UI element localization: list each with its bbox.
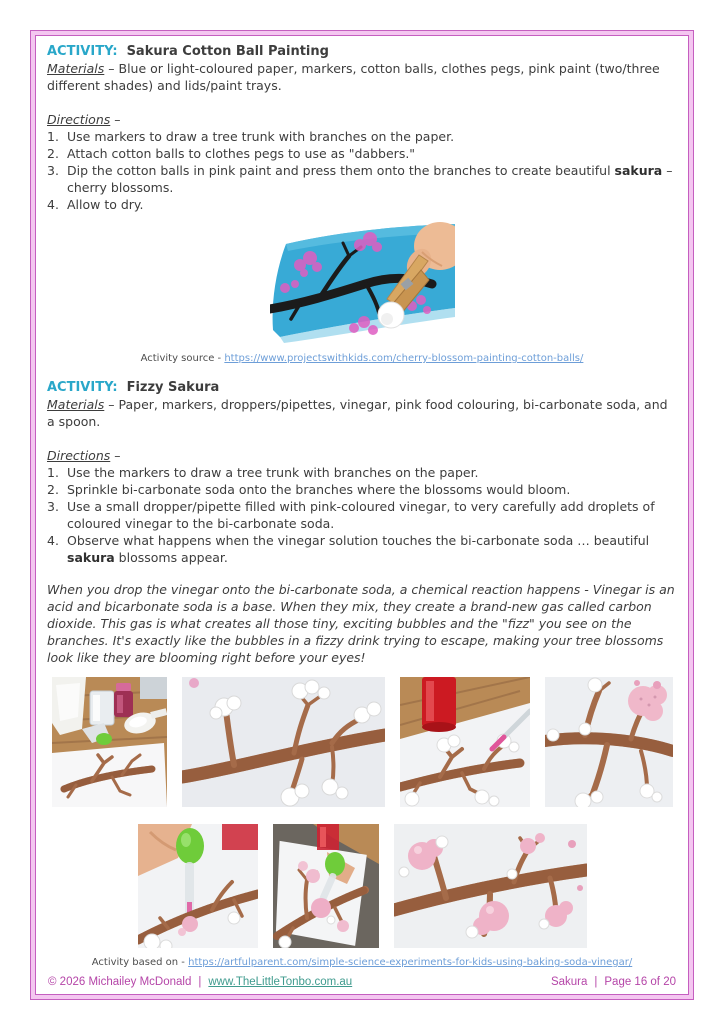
- footer-page-number: Page 16 of 20: [604, 976, 676, 988]
- photo-red-vinegar-glass: [400, 677, 530, 807]
- page-border: [30, 30, 694, 1000]
- step-text: [67, 532, 677, 566]
- cotton-ball-painting-photo: [270, 222, 455, 347]
- materials-label: Materials: [47, 61, 105, 76]
- footer-left: [48, 975, 352, 990]
- step-text-bold: sakura: [67, 550, 115, 565]
- step-text: [67, 162, 677, 196]
- activity1-materials: [47, 60, 677, 94]
- science-explanation: When you drop the vinegar onto the bi-carbonate soda, a chemical reaction happens - Vinegar is an acid and bicarbonate soda is a base. When they mix, they create a brand-new gas called carbon dioxide. This gas is what creates all those tiny, exciting bubbles and the "fizz" you see on the branches. It's exactly like the bubbles in a fizzy drink trying to escape, making your tree blossoms look like they are blooming right before your eyes!: [47, 582, 675, 665]
- photo-dropper-fizzing: [273, 824, 379, 948]
- directions-label: Directions: [47, 112, 111, 127]
- caption-label: Activity based on -: [91, 957, 189, 968]
- footer-topic: Sakura: [550, 976, 588, 988]
- activity2-directions-heading: [47, 447, 677, 464]
- directions-dash: –: [110, 112, 121, 127]
- step-item: [47, 162, 677, 196]
- step-item: [47, 498, 677, 532]
- step-number: 1.: [47, 465, 59, 480]
- step-number: 2.: [47, 482, 59, 497]
- step-text-bold: sakura: [614, 163, 663, 178]
- directions-dash: –: [110, 448, 121, 463]
- step-text: Use a small dropper/pipette filled with pink-coloured vinegar, to very carefully add droplets of coloured vinegar to the bi-carbonate soda.: [67, 499, 655, 531]
- figure-cotton-ball-painting: [47, 222, 677, 347]
- directions-label: Directions: [47, 448, 111, 463]
- photo-first-pink-fizz: [545, 677, 673, 807]
- activity2-heading: [47, 379, 677, 396]
- step-number: 3.: [47, 163, 59, 178]
- step-item: [47, 481, 677, 498]
- activity1-caption: [47, 352, 677, 365]
- activity1-heading: [47, 43, 677, 60]
- step-text: Use the markers to draw a tree trunk with branches on the paper.: [67, 465, 479, 480]
- step-text: Use markers to draw a tree trunk with branches on the paper.: [67, 129, 455, 144]
- step-text-post: blossoms appear.: [114, 550, 228, 565]
- page-footer: [47, 975, 677, 992]
- step-number: 4.: [47, 197, 59, 212]
- activity2-source-link[interactable]: https://artfulparent.com/simple-science-experiments-for-kids-using-baking-soda-vinegar/: [188, 957, 633, 968]
- step-text: Sprinkle bi-carbonate soda onto the branches where the blossoms would bloom.: [67, 482, 571, 497]
- photo-finished-fizzy-blossoms: [394, 824, 587, 948]
- copyright-text: © 2026 Michailey McDonald: [48, 976, 192, 988]
- caption-label: Activity source -: [140, 353, 225, 364]
- activity2-label: ACTIVITY:: [47, 380, 118, 395]
- photo-materials-setup: [52, 677, 167, 807]
- page-content: [35, 35, 689, 995]
- step-text-post: – cherry blossoms.: [67, 163, 673, 195]
- photo-row-1: [47, 677, 677, 807]
- activity2-title: Fizzy Sakura: [126, 380, 220, 395]
- photo-dropper-closeup: [138, 824, 258, 948]
- step-number: 3.: [47, 499, 59, 514]
- step-text: Allow to dry.: [67, 197, 144, 212]
- footer-right: [551, 975, 676, 990]
- step-item: [47, 128, 677, 145]
- footer-separator: |: [198, 976, 202, 988]
- activity1-steps: [47, 128, 677, 213]
- activity2-steps: [47, 464, 677, 566]
- photo-branch-with-soda: [182, 677, 385, 807]
- activity1-directions-heading: [47, 111, 677, 128]
- materials-label: Materials: [47, 397, 105, 412]
- step-number: 2.: [47, 146, 59, 161]
- activity1-source-link[interactable]: https://www.projectswithkids.com/cherry-blossom-painting-cotton-balls/: [224, 353, 584, 364]
- step-text-pre: Dip the cotton balls in pink paint and press them onto the branches to create beautiful: [67, 163, 615, 178]
- photo-row-2: [47, 824, 677, 948]
- footer-site-link[interactable]: www.TheLittleTonbo.com.au: [208, 976, 353, 988]
- step-item: [47, 532, 677, 566]
- step-item: [47, 464, 677, 481]
- activity1-label: ACTIVITY:: [47, 44, 118, 59]
- activity2-caption: [47, 956, 677, 969]
- step-text-pre: Observe what happens when the vinegar solution touches the bi-carbonate soda … beautiful: [67, 533, 650, 548]
- step-number: 1.: [47, 129, 59, 144]
- step-text: Attach cotton balls to clothes pegs to use as "dabbers.": [67, 146, 416, 161]
- materials-text: – Paper, markers, droppers/pipettes, vinegar, pink food colouring, bi-carbonate soda, and a spoon.: [47, 397, 668, 429]
- materials-text: – Blue or light-coloured paper, markers, cotton balls, clothes pegs, pink paint (two/three different shades) and lids/paint trays.: [47, 61, 660, 93]
- step-item: [47, 145, 677, 162]
- step-item: [47, 196, 677, 213]
- footer-separator: |: [594, 976, 598, 988]
- step-number: 4.: [47, 533, 59, 548]
- activity1-title: Sakura Cotton Ball Painting: [126, 44, 329, 59]
- activity2-materials: [47, 396, 677, 430]
